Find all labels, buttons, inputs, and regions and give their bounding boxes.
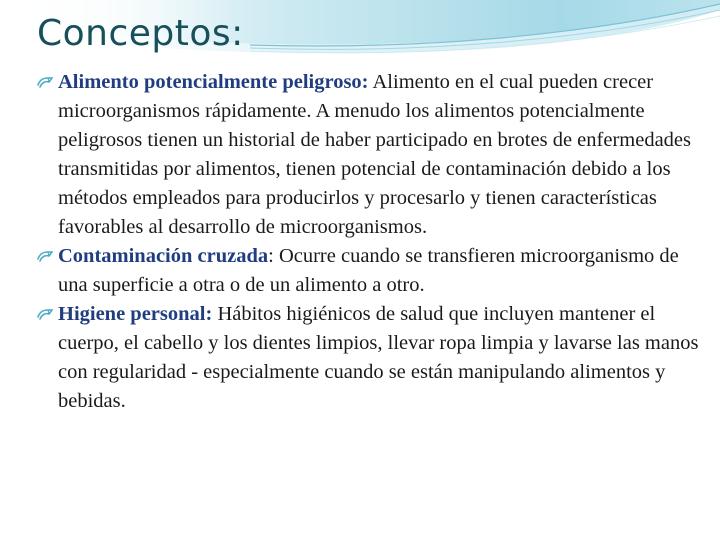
scroll-bullet-icon bbox=[37, 308, 53, 320]
scroll-bullet-icon bbox=[37, 76, 53, 88]
concept-list bbox=[37, 68, 699, 416]
concept-term: Alimento potencialmente peligroso: bbox=[58, 71, 369, 93]
concept-definition: Alimento en el cual pueden crecer microorganismos rápidamente. A menudo los alimentos potencialmente peligrosos tienen un historial de haber participado en brotes de enfermedades transmitidas por alimentos, tienen potencial de contaminación debido a los métodos empleados para producirlos y procesarlo y tienen características favorables al desarrollo de microorganismos. bbox=[58, 71, 691, 238]
scroll-bullet-icon bbox=[37, 250, 53, 262]
concept-item bbox=[37, 68, 699, 242]
concept-definition: : Ocurre cuando se transfieren microorganismo de una superficie a otra o de un alimento a otro. bbox=[58, 245, 679, 296]
concept-definition: Hábitos higiénicos de salud que incluyen mantener el cuerpo, el cabello y los dientes limpios, llevar ropa limpia y lavarse las manos con regularidad - especialmente cuando se están manipulando alimentos y bebidas. bbox=[58, 303, 699, 412]
concept-term: Higiene personal: bbox=[58, 303, 213, 325]
concept-item bbox=[37, 300, 699, 416]
concept-term: Contaminación cruzada bbox=[58, 245, 269, 267]
slide-title: Conceptos: bbox=[37, 13, 244, 54]
concept-item bbox=[37, 242, 699, 300]
